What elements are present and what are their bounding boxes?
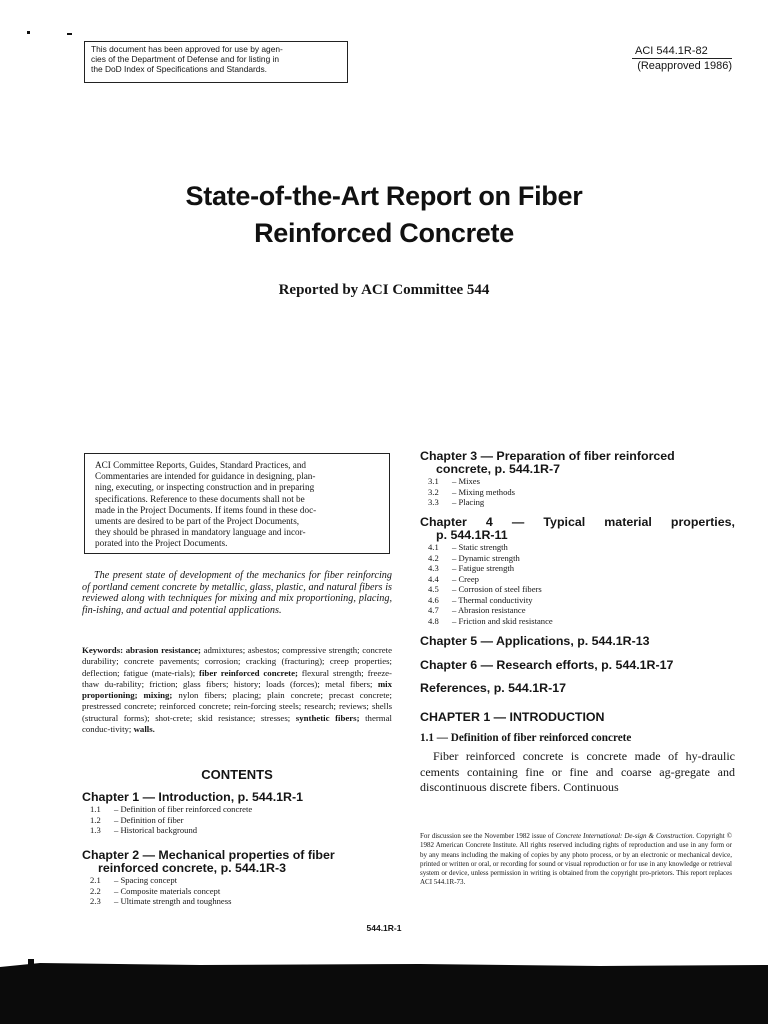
toc-subsection: 3.1 – Mixes — [428, 476, 480, 486]
toc-chapter-title: Chapter 3 — Preparation of fiber reinforced concrete, p. 544.1R-7 — [420, 449, 675, 476]
document-number: ACI 544.1R-82 — [632, 44, 732, 59]
journal-name: Concrete International: De-sign & Construction. — [555, 832, 695, 840]
toc-subsection: 2.1 – Spacing concept — [90, 875, 178, 885]
report-title — [120, 178, 648, 252]
copyright-run: Copyright © 1982 American Concrete Institute. All rights reserved including rights of reproduction and use in any form or by any means including the making of copies by any photo process, or by an electronic or mechanical device, printed or written or oral, or recording for sound or visual reproduction or for use in any knowledge or retrieval system or device, unless permission in writing is obtained from the copyright pro-prietors. This report replaces ACI 544.1R-73. — [420, 832, 732, 887]
toc-subsection: 3.2 – Mixing methods — [428, 486, 516, 497]
approval-line: the DoD Index of Specifications and Standards. — [91, 64, 267, 74]
scan-speck — [67, 33, 72, 35]
keyword-text: admixtures; asbestos; compressive strength; concrete durability; concrete pavements; corrosion; cracking (fracturing); creep properties; deflection; fatigue (mate-rials); — [82, 645, 392, 678]
page-number: 544.1R-1 — [366, 923, 402, 933]
section-1-1-heading: 1.1 — Definition of fiber reinforced concrete — [420, 732, 632, 744]
toc-subsection: 2.3 – Ultimate strength and toughness — [90, 896, 232, 906]
keywords-text — [82, 645, 392, 735]
abstract-text: The present state of development of the mechanics for fiber reinforcing of portland cement concrete by metallic, glass, plastic, and natural fibers is reviewed along with techniques for mixing and mix proportioning, placing, fin-ishing, and actual and potential applications. — [82, 570, 392, 616]
toc-subsection: 1.2 – Definition of fiber — [90, 814, 184, 825]
title-line-2: Reinforced Concrete — [254, 218, 514, 248]
toc-subsection: 1.3 – Historical background — [90, 825, 198, 835]
keyword-bold: synthetic fibers; — [295, 712, 360, 723]
reapproval-status: (Reapproved 1986) — [637, 60, 732, 72]
approval-line: This document has been approved for use by agen- — [91, 44, 283, 54]
keyword-bold: abrasion resistance; — [125, 645, 201, 655]
notice-line: porated into the Project Documents. — [95, 538, 228, 549]
toc-chapter-title: Chapter 2 — Mechanical properties of fiber reinforced concrete, p. 544.1R-3 — [82, 848, 335, 875]
body-paragraph: Fiber reinforced concrete is concrete made of hy-draulic cements containing fine or fine and coarse ag-gregate and discontinuous discrete fibers. Continuous — [420, 749, 735, 794]
keyword-text: thermal conduc-tivity; — [82, 712, 392, 735]
toc-subsections — [420, 542, 735, 626]
approval-notice-box — [84, 41, 348, 83]
toc-subsections — [82, 804, 382, 836]
toc-chapter-4 — [420, 516, 735, 626]
keyword-text: flexural strength; freeze-thaw du-rability; friction; glass fibers; history; loads (forces); metal fibers; — [82, 667, 392, 689]
copyright-notice — [420, 832, 732, 888]
toc-subsection: 2.2 – Composite materials concept — [90, 885, 221, 896]
notice-line: they should be phrased in mandatory language and incor- — [95, 527, 306, 538]
document-id — [632, 44, 732, 73]
toc-subsection: 1.1 – Definition of fiber reinforced concrete — [90, 804, 253, 814]
toc-subsection: 4.5 – Corrosion of steel fibers — [428, 584, 542, 594]
reported-by: Reported by ACI Committee 544 — [278, 282, 490, 298]
abstract — [82, 570, 392, 616]
toc-chapter-3 — [420, 450, 735, 508]
scan-bottom-edge — [0, 959, 768, 1024]
copyright-text — [420, 832, 732, 888]
toc-chapter-5: Chapter 5 — Applications, p. 544.1R-13 — [420, 634, 650, 648]
toc-chapter-6: Chapter 6 — Research efforts, p. 544.1R-17 — [420, 658, 674, 672]
toc-chapter-1 — [82, 791, 382, 836]
notice-line: Commentaries are intended for guidance in designing, plan- — [95, 471, 316, 482]
notice-line: uments are desired to be part of the Project Documents, — [95, 516, 300, 527]
toc-subsection: 4.6 – Thermal conductivity — [428, 594, 533, 605]
chapter-1-heading: CHAPTER 1 — INTRODUCTION — [420, 710, 605, 724]
notice-line: made in the Project Documents. If items found in these doc- — [95, 504, 317, 515]
keyword-bold: mix proportioning; mixing; — [82, 678, 392, 701]
toc-subsections — [420, 476, 735, 508]
toc-references: References, p. 544.1R-17 — [420, 681, 567, 695]
keywords — [82, 645, 392, 735]
toc-subsection: 4.1 – Static strength — [428, 542, 508, 552]
toc-chapter-title: Chapter 1 — Introduction, p. 544.1R-1 — [82, 790, 303, 804]
toc-chapter-title: Chapter 4 — Typical material properties, p. 544.1R-11 — [420, 515, 735, 542]
title-line-1: State-of-the-Art Report on Fiber — [185, 181, 583, 211]
keyword-text: nylon fibers; placing; plain concrete; precast concrete; prestressed concrete; reinforced concrete; rein-forcing steels; research; reviews; shells (structural forms); shot-crete; skid resistance; stresses; — [82, 690, 392, 723]
aci-notice-box — [84, 453, 390, 554]
toc-subsection: 4.4 – Creep — [428, 573, 479, 584]
toc-subsection: 4.8 – Friction and skid resistance — [428, 615, 553, 626]
toc-subsection: 4.7 – Abrasion resistance — [428, 605, 526, 615]
toc-subsection: 4.2 – Dynamic strength — [428, 552, 520, 563]
keyword-bold: Keywords: — [82, 645, 126, 655]
approval-line: cies of the Department of Defense and for listing in — [91, 54, 280, 64]
toc-subsections — [82, 875, 392, 907]
scan-speck — [27, 31, 30, 34]
notice-line: ACI Committee Reports, Guides, Standard Practices, and — [95, 460, 307, 470]
copyright-run: For discussion see the November 1982 issue of — [420, 832, 556, 840]
contents-heading: CONTENTS — [201, 767, 273, 782]
keyword-bold: walls. — [133, 724, 155, 735]
toc-subsection: 4.3 – Fatigue strength — [428, 563, 515, 573]
notice-line: specifications. Reference to these documents shall not be — [95, 493, 305, 504]
keyword-bold: fiber reinforced concrete; — [199, 667, 298, 678]
toc-chapter-2 — [82, 849, 392, 907]
section-1-1-body — [420, 749, 735, 796]
toc-subsection: 3.3 – Placing — [428, 497, 485, 507]
notice-line: ning, executing, or inspecting construction and in preparing — [95, 482, 315, 493]
